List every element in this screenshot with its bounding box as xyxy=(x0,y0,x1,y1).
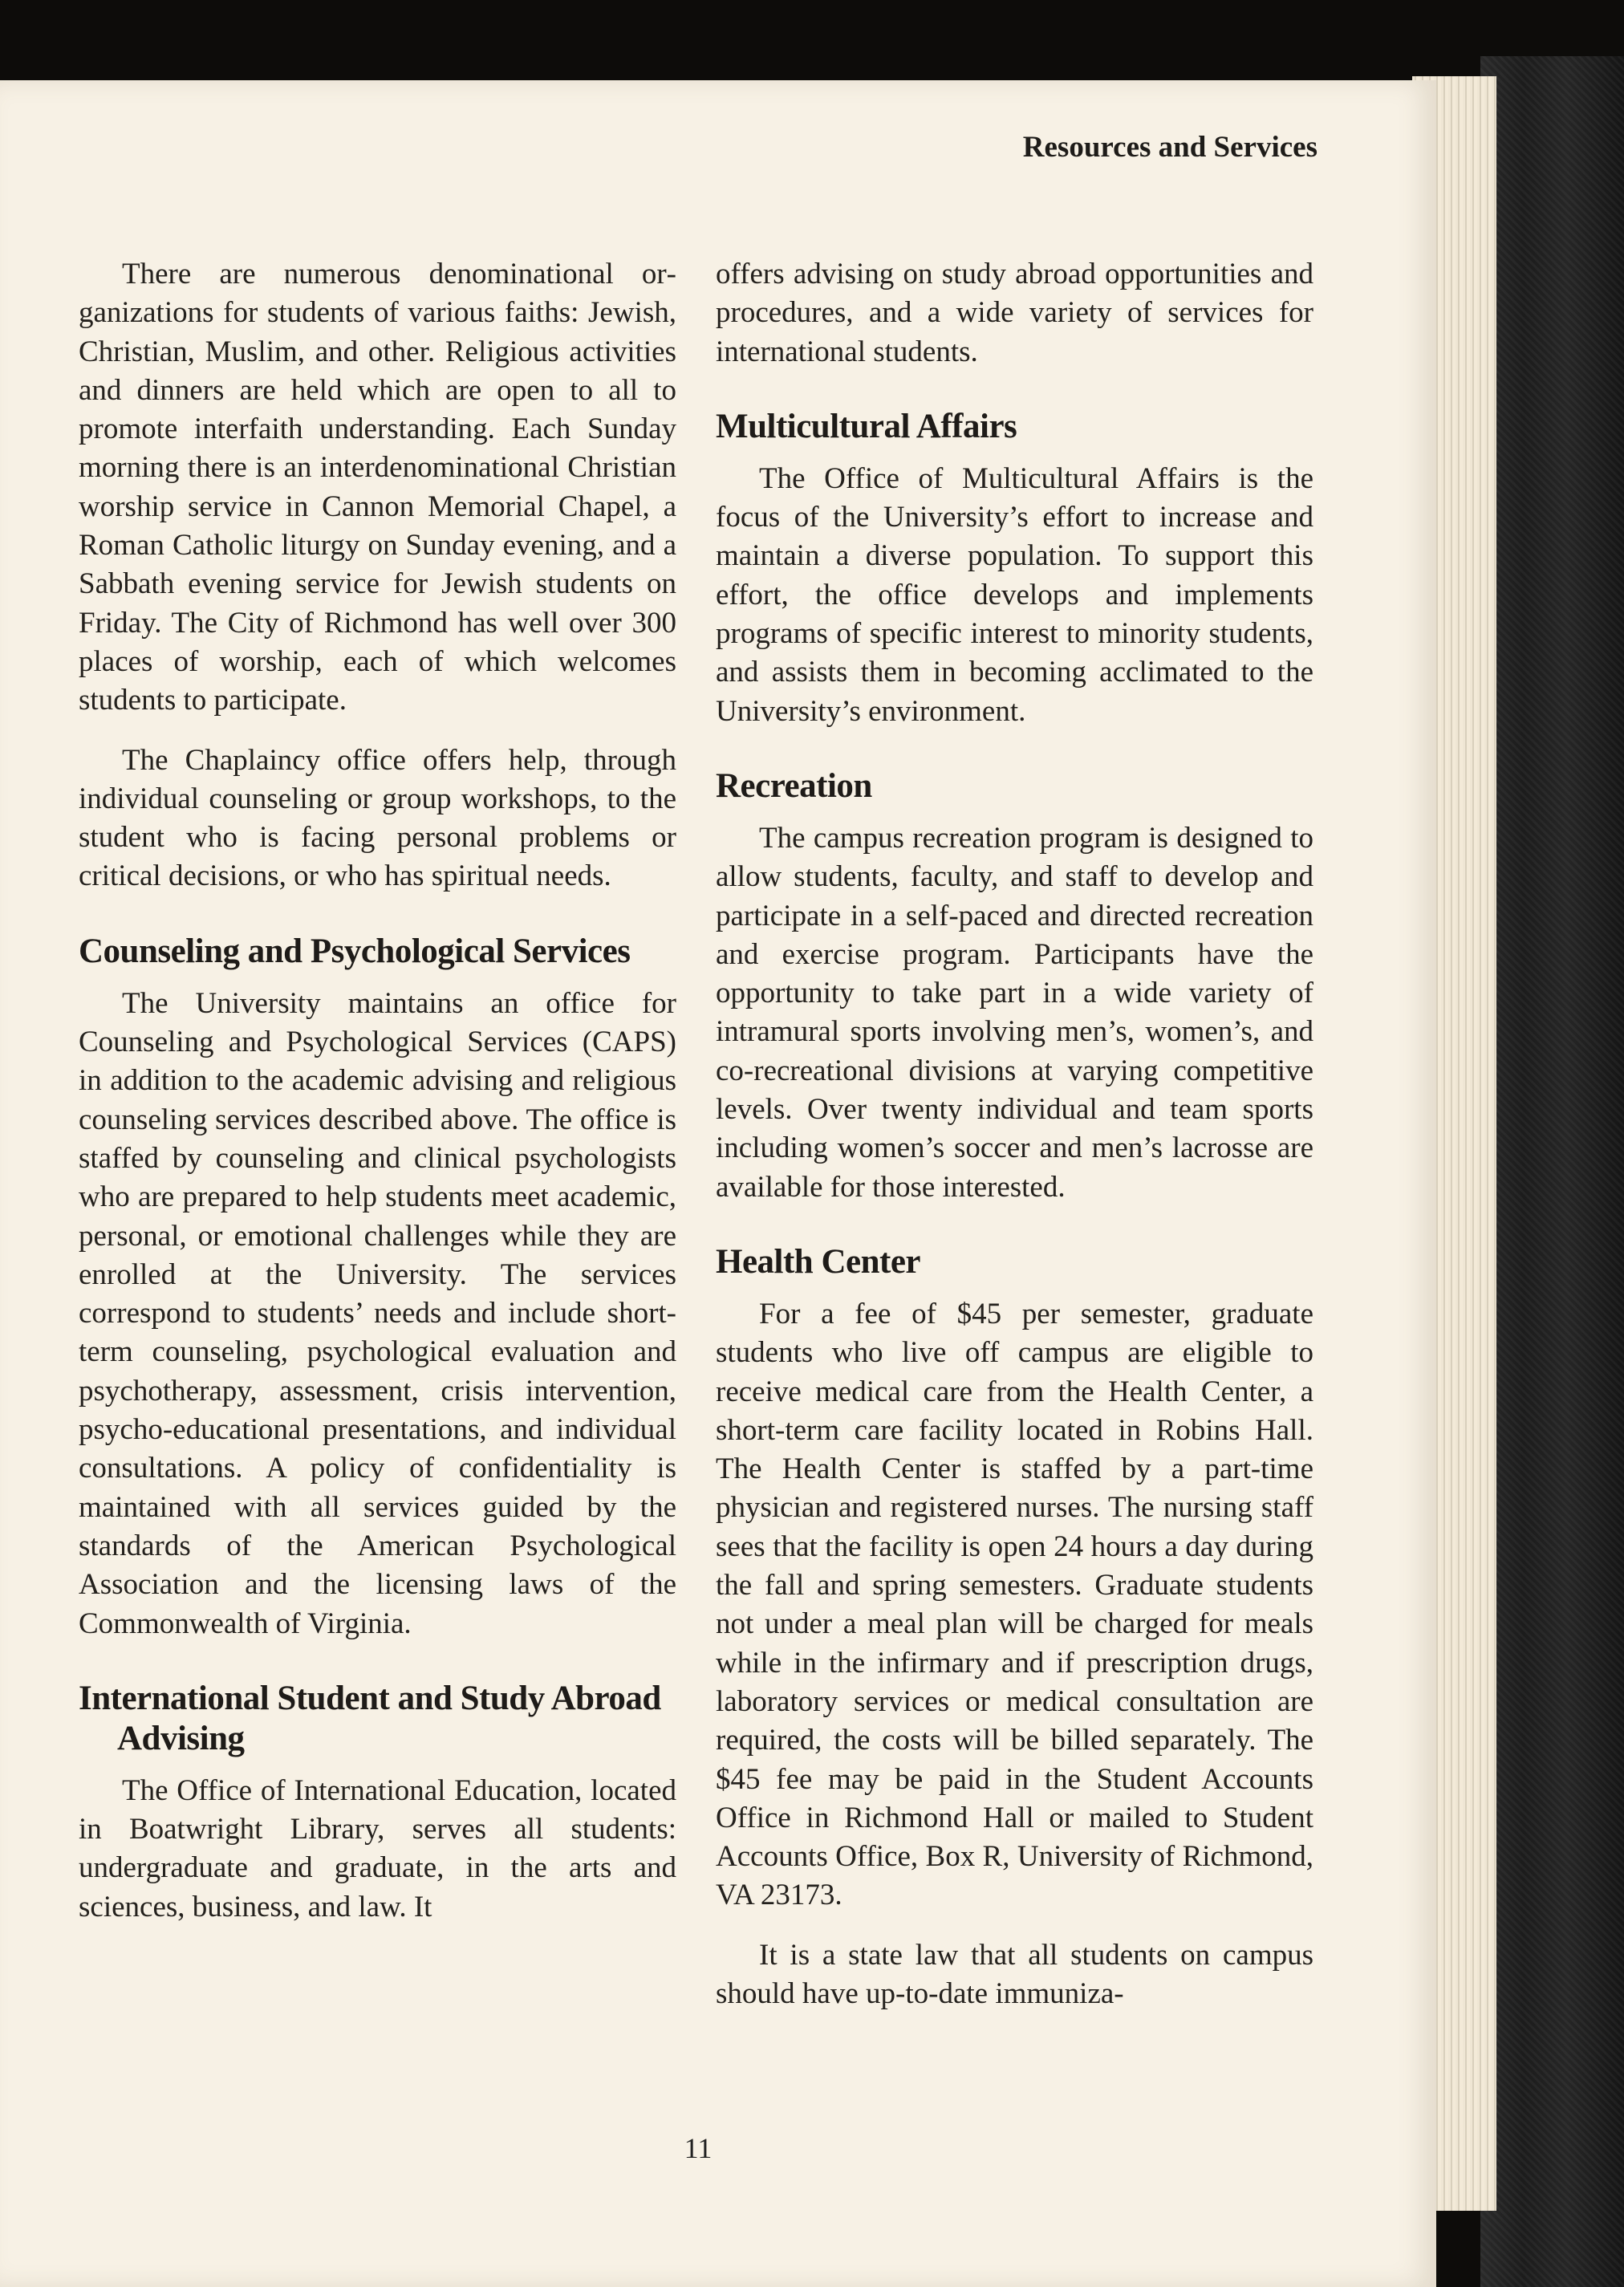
paragraph-denominations: There are numerous denominational organizations for students of various faiths: Jewish, Christian, Muslim, and other. Religious activities and dinners are held which are open to all to promote interfaith understanding. Each Sunday morning there is an interdenominational Christian worship service in Cannon Memorial Chapel, a Roman Catholic liturgy on Sunday evening, and a Sabbath evening service for Jewish students on Friday. The City of Richmond has well over 300 places of worship, each of which welcomes students to participate. xyxy=(79,258,676,717)
heading-health-center: Health Center xyxy=(716,1242,921,1281)
left-column xyxy=(79,255,676,1948)
heading-multicultural: Multicultural Affairs xyxy=(716,407,1017,445)
paragraph-health-center: For a fee of $45 per semester, graduate students who live off campus are eligible to receive medical care from the Health Center, a short-term care facility located in Robins Hall. The Health Center is staffed by a part-time physician and registered nurses. The nursing staff sees that the facility is open 24 hours a day during the fall and spring semesters. Graduate students not under a meal plan will be charged for meals while in the infirmary and if prescription drugs, laboratory services or medical consultation are required, the costs will be billed separately. The $45 fee may be paid in the Student Accounts Office in Richmond Hall or mailed to Student Accounts Office, Box R, University of Richmond, VA 23173. xyxy=(716,1297,1313,1912)
paragraph-international-continued: offers advising on study abroad opportunities and procedures, and a wide variety of services for international students. xyxy=(716,258,1313,368)
paragraph-chaplaincy: The Chaplaincy office offers help, through individual counseling or group workshops, to the student who is facing personal problems or critical decisions, or who has spiritual needs. xyxy=(79,743,676,893)
paragraph-international: The Office of International Education, located in Boatwright Library, serves all students: undergraduate and graduate, in the arts and sciences, business, and law. It xyxy=(79,1773,676,1923)
running-head: Resources and Services xyxy=(1022,131,1317,164)
heading-counseling: Counseling and Psychological Services xyxy=(79,932,631,970)
paragraph-multicultural: The Office of Multicultural Affairs is the focus of the University’s effort to increase and maintain a diverse population. To support this effort, the office develops and implements programs of specific interest to minority students, and assists them in becoming acclimated to the University’s environment. xyxy=(716,461,1313,728)
paragraph-recreation: The campus recreation program is designed to allow students, faculty, and staff to develop and participate in a self-paced and directed recreation and exercise program. Participants have the opportunity to take part in a wide variety of intramural sports involving men’s, women’s, and co-recreational divisions at varying competitive levels. Over twenty individual and team sports including women’s soccer and men’s lacrosse are available for those interested. xyxy=(716,821,1313,1204)
book-page xyxy=(0,80,1436,2287)
book-binding xyxy=(1480,56,1624,2287)
heading-recreation: Recreation xyxy=(716,766,872,805)
paragraph-counseling: The University maintains an office for Counseling and Psychological Services (CAPS) in addition to the academic advising and religious counseling services described above. The office is staffed by counseling and clinical psychologists who are prepared to help students meet academic, personal, or emotional challenges while they are enrolled at the University. The services correspond to students’ needs and include short-term counseling, psychological evaluation and psychotherapy, assessment, crisis intervention, psycho-educational presentations, and individual consultations. A policy of confidentiality is maintained with all services guided by the standards of the American Psychological Association and the licensing laws of the Commonwealth of Virginia. xyxy=(79,986,676,1640)
heading-international: International Student and Study Abroad Advising xyxy=(79,1679,661,1757)
page-number: 11 xyxy=(684,2132,713,2164)
paragraph-state-law: It is a state law that all students on campus should have up-to-date immuniza- xyxy=(716,1938,1313,2010)
right-column xyxy=(716,255,1313,2034)
